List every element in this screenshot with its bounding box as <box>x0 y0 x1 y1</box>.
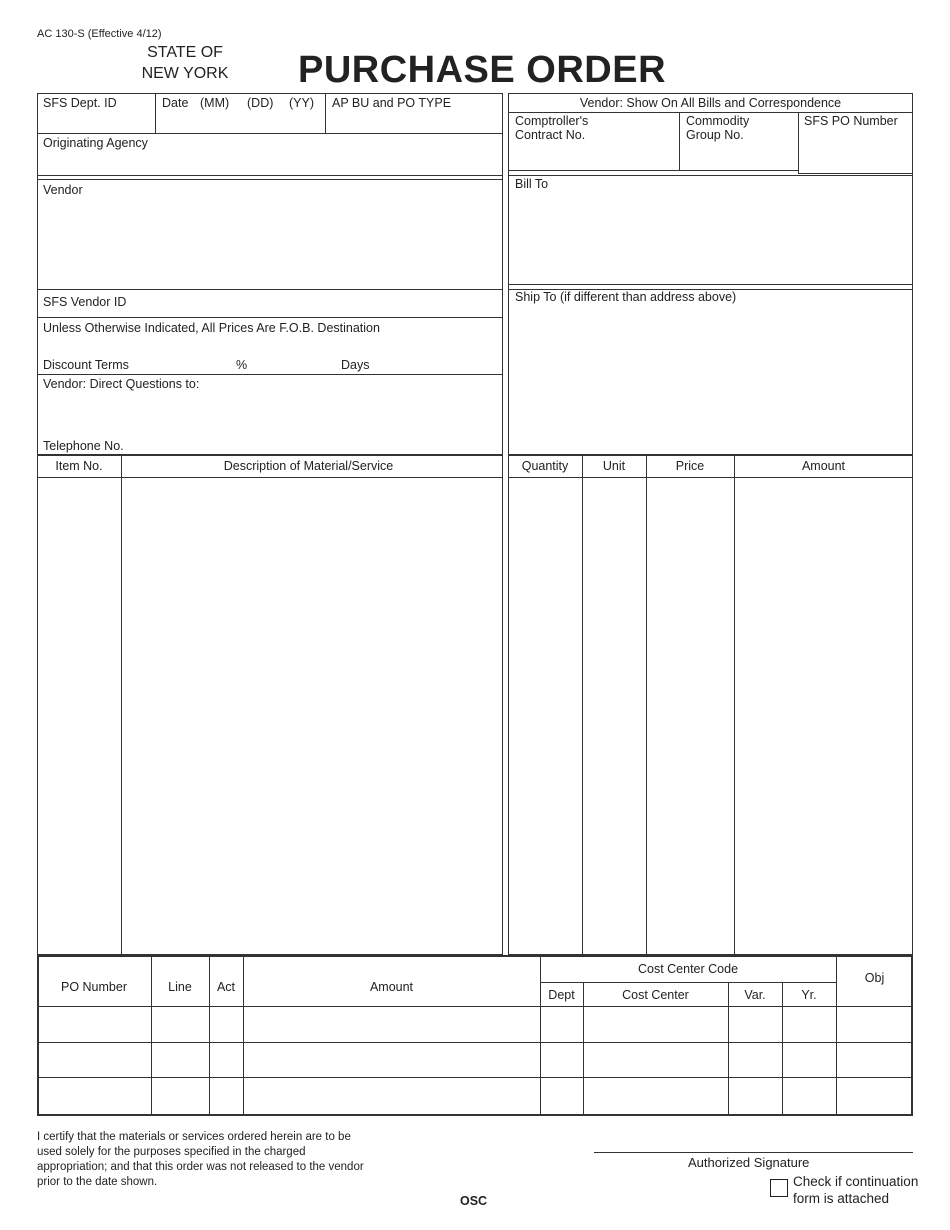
col-description: Description of Material/Service <box>223 459 394 473</box>
continuation-label-line2: form is attached <box>793 1191 890 1206</box>
continuation-label-line1: Check if continuation <box>793 1174 919 1189</box>
col-quantity: Quantity <box>521 459 569 473</box>
discount-percent-label: % <box>236 358 248 372</box>
sfs-dept-id-field[interactable]: SFS Dept. ID <box>43 96 117 110</box>
certification-text: I certify that the materials or services ordered herein are to be used solely for the purposes specified in the charged appropriation; and that this order was not released to the vendor prior to the date shown. <box>37 1131 364 1188</box>
acct-col-po-number: PO Number <box>61 980 127 994</box>
sfs-vendor-id-field[interactable]: SFS Vendor ID <box>43 295 127 309</box>
col-price: Price <box>675 459 705 473</box>
discount-terms-field[interactable]: Discount Terms <box>43 358 129 372</box>
ship-to-field[interactable]: Ship To (if different than address above) <box>515 290 737 304</box>
telephone-field[interactable]: Telephone No. <box>43 439 124 453</box>
vendor-field[interactable]: Vendor <box>43 183 83 197</box>
acct-col-line: Line <box>168 980 192 994</box>
commodity-group-line1[interactable]: Commodity <box>686 114 750 128</box>
col-unit: Unit <box>602 459 626 473</box>
acct-cost-center-code: Cost Center Code <box>637 962 739 976</box>
state-line-2: NEW YORK <box>141 65 229 82</box>
page-title: PURCHASE ORDER <box>298 49 667 91</box>
commodity-group-line2[interactable]: Group No. <box>686 128 744 142</box>
osc-label: OSC <box>460 1194 488 1208</box>
items-table-right <box>508 455 913 955</box>
date-mm-field[interactable]: (MM) <box>200 96 230 110</box>
items-table-left <box>37 455 503 955</box>
acct-col-amount: Amount <box>369 980 414 994</box>
acct-col-obj: Obj <box>864 971 885 985</box>
col-item-no: Item No. <box>55 459 103 473</box>
date-dd-field[interactable]: (DD) <box>247 96 274 110</box>
acct-col-dept: Dept <box>548 988 575 1002</box>
state-label <box>130 42 240 84</box>
fob-note: Unless Otherwise Indicated, All Prices Are F.O.B. Destination <box>43 321 380 335</box>
comptroller-contract-line1[interactable]: Comptroller's <box>515 114 589 128</box>
date-label: Date <box>162 96 189 110</box>
form-id: AC 130-S (Effective 4/12) <box>37 28 162 40</box>
continuation-checkbox[interactable] <box>770 1179 788 1197</box>
originating-agency-field[interactable]: Originating Agency <box>43 136 148 150</box>
signature-line[interactable] <box>594 1152 913 1153</box>
comptroller-contract-line2[interactable]: Contract No. <box>515 128 586 142</box>
date-yy-field[interactable]: (YY) <box>289 96 314 110</box>
acct-col-yr: Yr. <box>801 988 817 1002</box>
acct-col-act: Act <box>216 980 236 994</box>
discount-days-label: Days <box>341 358 370 372</box>
authorized-signature-label: Authorized Signature <box>688 1155 810 1170</box>
acct-col-cost-center: Cost Center <box>622 988 689 1002</box>
sfs-po-number-label: SFS PO Number <box>804 114 898 128</box>
vendor-show-note: Vendor: Show On All Bills and Correspondence <box>579 96 842 110</box>
ap-bu-po-type-field[interactable]: AP BU and PO TYPE <box>332 96 452 110</box>
vendor-questions-field[interactable]: Vendor: Direct Questions to: <box>43 377 200 391</box>
acct-col-var: Var. <box>744 988 766 1002</box>
col-amount: Amount <box>801 459 846 473</box>
state-line-1: STATE OF <box>147 44 223 61</box>
bill-to-field[interactable]: Bill To <box>515 177 549 191</box>
